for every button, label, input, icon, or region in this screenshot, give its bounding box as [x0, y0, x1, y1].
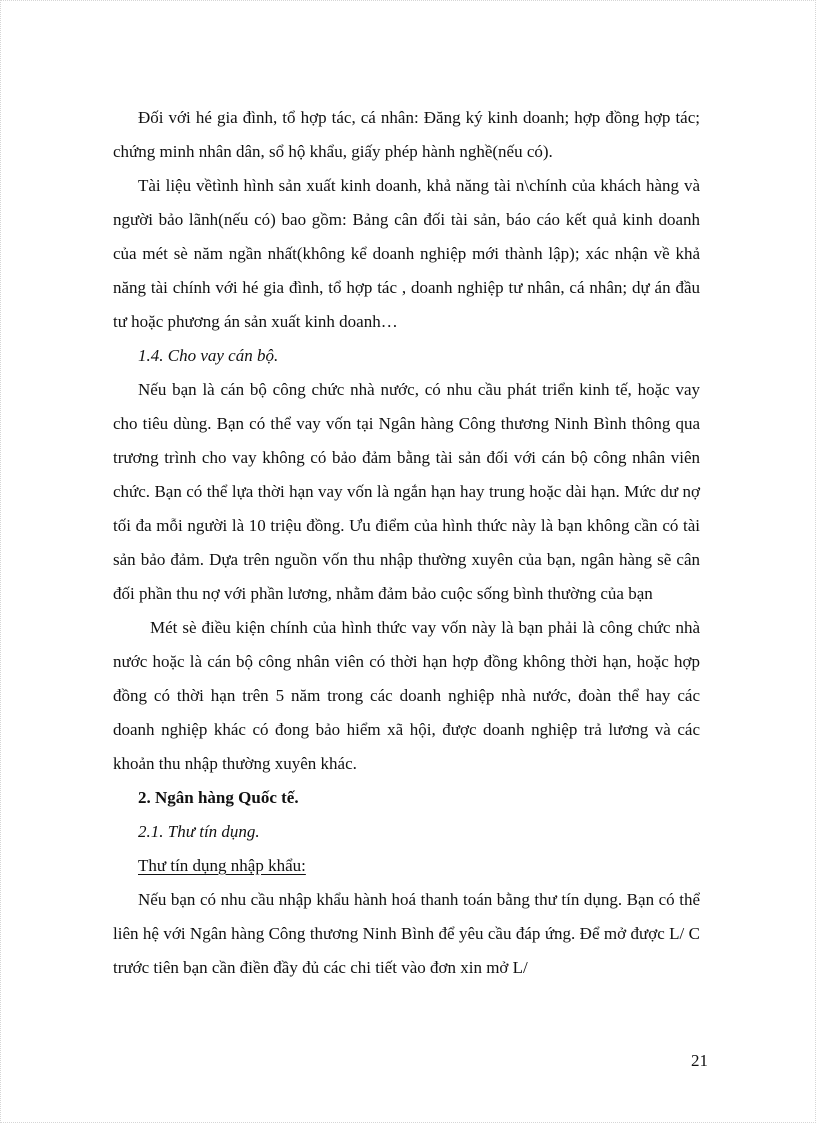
paragraph-staff-loans: Nếu bạn là cán bộ công chức nhà nước, có nhu cầu phát triển kinh tế, hoặc vay cho tiêu dùng. Bạn có thể vay vốn tại Ngân hàng Công thương Ninh Bình thông qua trương trình cho vay không có bảo đảm bằng tài sản đối với cán bộ công nhân viên chức. Bạn có thể lựa thời hạn vay vốn là ngắn hạn hay trung hoặc dài hạn. Mức dư nợ tối đa mỗi người là 10 triệu đồng. Ưu điểm của hình thức này là bạn không cần có tài sản bảo đảm. Dựa trên nguồn vốn thu nhập thường xuyên của bạn, ngân hàng sẽ cân đối phần thu nợ với phần lương, nhằm đảm bảo cuộc sống bình thường của bạn [113, 380, 700, 603]
page-number: 21 [691, 1051, 708, 1070]
paragraph-financial-documents: Tài liệu vềtình hình sản xuất kinh doanh, khả năng tài n\chính của khách hàng và người bảo lãnh(nếu có) bao gồm: Bảng cân đối tài sản, báo cáo kết quả kinh doanh của mét sè năm ngần nhất(không kể doanh nghiệp mới thành lập); xác nhận về khả năng tài chính với hé gia đình, tổ hợp tác , doanh nghiệp tư nhân, cá nhân; dự án đầu tư hoặc phương án sản xuất kinh doanh… [113, 176, 700, 331]
paragraph-loan-conditions: Mét sè điều kiện chính của hình thức vay vốn này là bạn phải là công chức nhà nước hoặc là cán bộ công nhân viên có thời hạn hợp đồng không thời hạn, hoặc hợp đồng có thời hạn trên 5 năm trong các doanh nghiệp nhà nước, đoàn thể hay các doanh nghiệp khác có đong bảo hiểm xã hội, được doanh nghiệp trả lương và các khoản thu nhập thường xuyên khác. [113, 618, 700, 773]
paragraph-import-lc: Nếu bạn có nhu cầu nhập khẩu hành hoá thanh toán bằng thư tín dụng. Bạn có thể liên hệ với Ngân hàng Công thương Ninh Bình để yêu cầu đáp ứng. Để mở được L/ C trước tiên bạn cần điền đầy đủ các chi tiết vào đơn xin mở L/ [113, 890, 700, 977]
heading-letter-of-credit: 2.1. Thư tín dụng. [138, 822, 260, 841]
paragraph-household-documents: Đối với hé gia đình, tổ hợp tác, cá nhân: Đăng ký kinh doanh; hợp đồng hợp tác; chứng minh nhân dân, sổ hộ khẩu, giấy phép hành nghề(nếu có). [113, 108, 700, 161]
page-content [113, 101, 700, 985]
heading-import-letter-of-credit: Thư tín dụng nhập khẩu: [138, 856, 306, 875]
heading-international-banking: 2. Ngân hàng Quốc tế. [138, 788, 299, 807]
heading-staff-loans: 1.4. Cho vay cán bộ. [138, 346, 279, 365]
